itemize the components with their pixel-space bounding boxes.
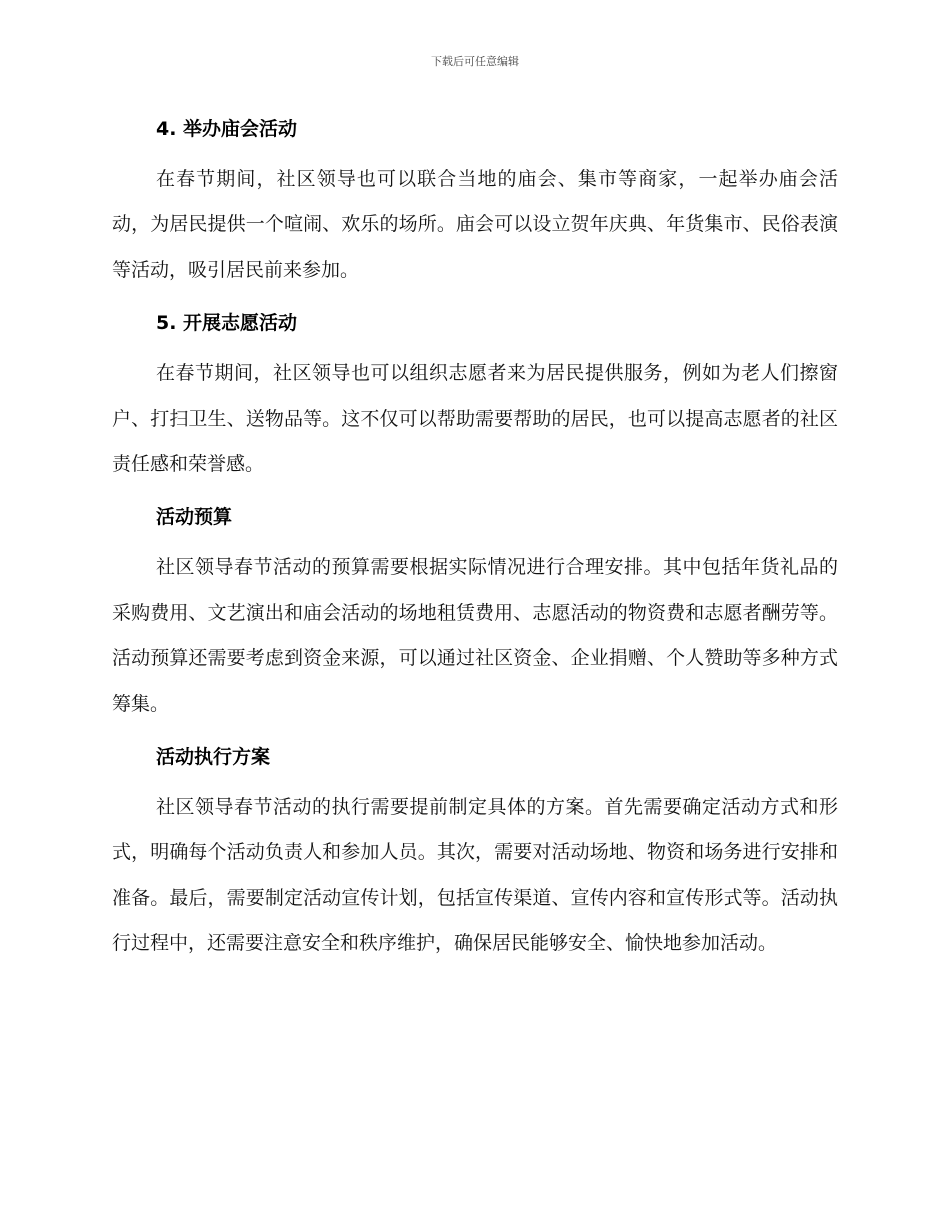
section-paragraph: 在春节期间，社区领导也可以联合当地的庙会、集市等商家，一起举办庙会活动，为居民提供一个喧闹、欢乐的场所。庙会可以设立贺年庆典、年货集市、民俗表演等活动，吸引居民前来参加。 (112, 168, 838, 281)
section-budget (112, 500, 838, 727)
section-heading: 活动预算 (156, 506, 233, 529)
section-heading: 活动执行方案 (156, 746, 271, 769)
section-heading: 5. 开展志愿活动 (156, 312, 298, 335)
section-paragraph: 在春节期间，社区领导也可以组织志愿者来为居民提供服务，例如为老人们擦窗户、打扫卫生、送物品等。这不仅可以帮助需要帮助的居民，也可以提高志愿者的社区责任感和荣誉感。 (112, 362, 838, 476)
section-volunteer (112, 306, 838, 487)
section-execution-plan (112, 740, 838, 967)
section-paragraph: 社区领导春节活动的预算需要根据实际情况进行合理安排。其中包括年货礼品的采购费用、文艺演出和庙会活动的场地租赁费用、志愿活动的物资费和志愿者酬劳等。活动预算还需要考虑到资金来源，可以通过社区资金、企业捐赠、个人赞助等多种方式筹集。 (112, 556, 838, 715)
header-note: 下载后可任意编辑 (431, 55, 519, 68)
section-temple-fair (112, 112, 838, 293)
section-paragraph: 社区领导春节活动的执行需要提前制定具体的方案。首先需要确定活动方式和形式，明确每个活动负责人和参加人员。其次，需要对活动场地、物资和场务进行安排和准备。最后，需要制定活动宣传计划，包括宣传渠道、宣传内容和宣传形式等。活动执行过程中，还需要注意安全和秩序维护，确保居民能够安全、愉快地参加活动。 (112, 796, 838, 955)
document-body (112, 112, 838, 980)
section-heading: 4. 举办庙会活动 (156, 118, 298, 140)
